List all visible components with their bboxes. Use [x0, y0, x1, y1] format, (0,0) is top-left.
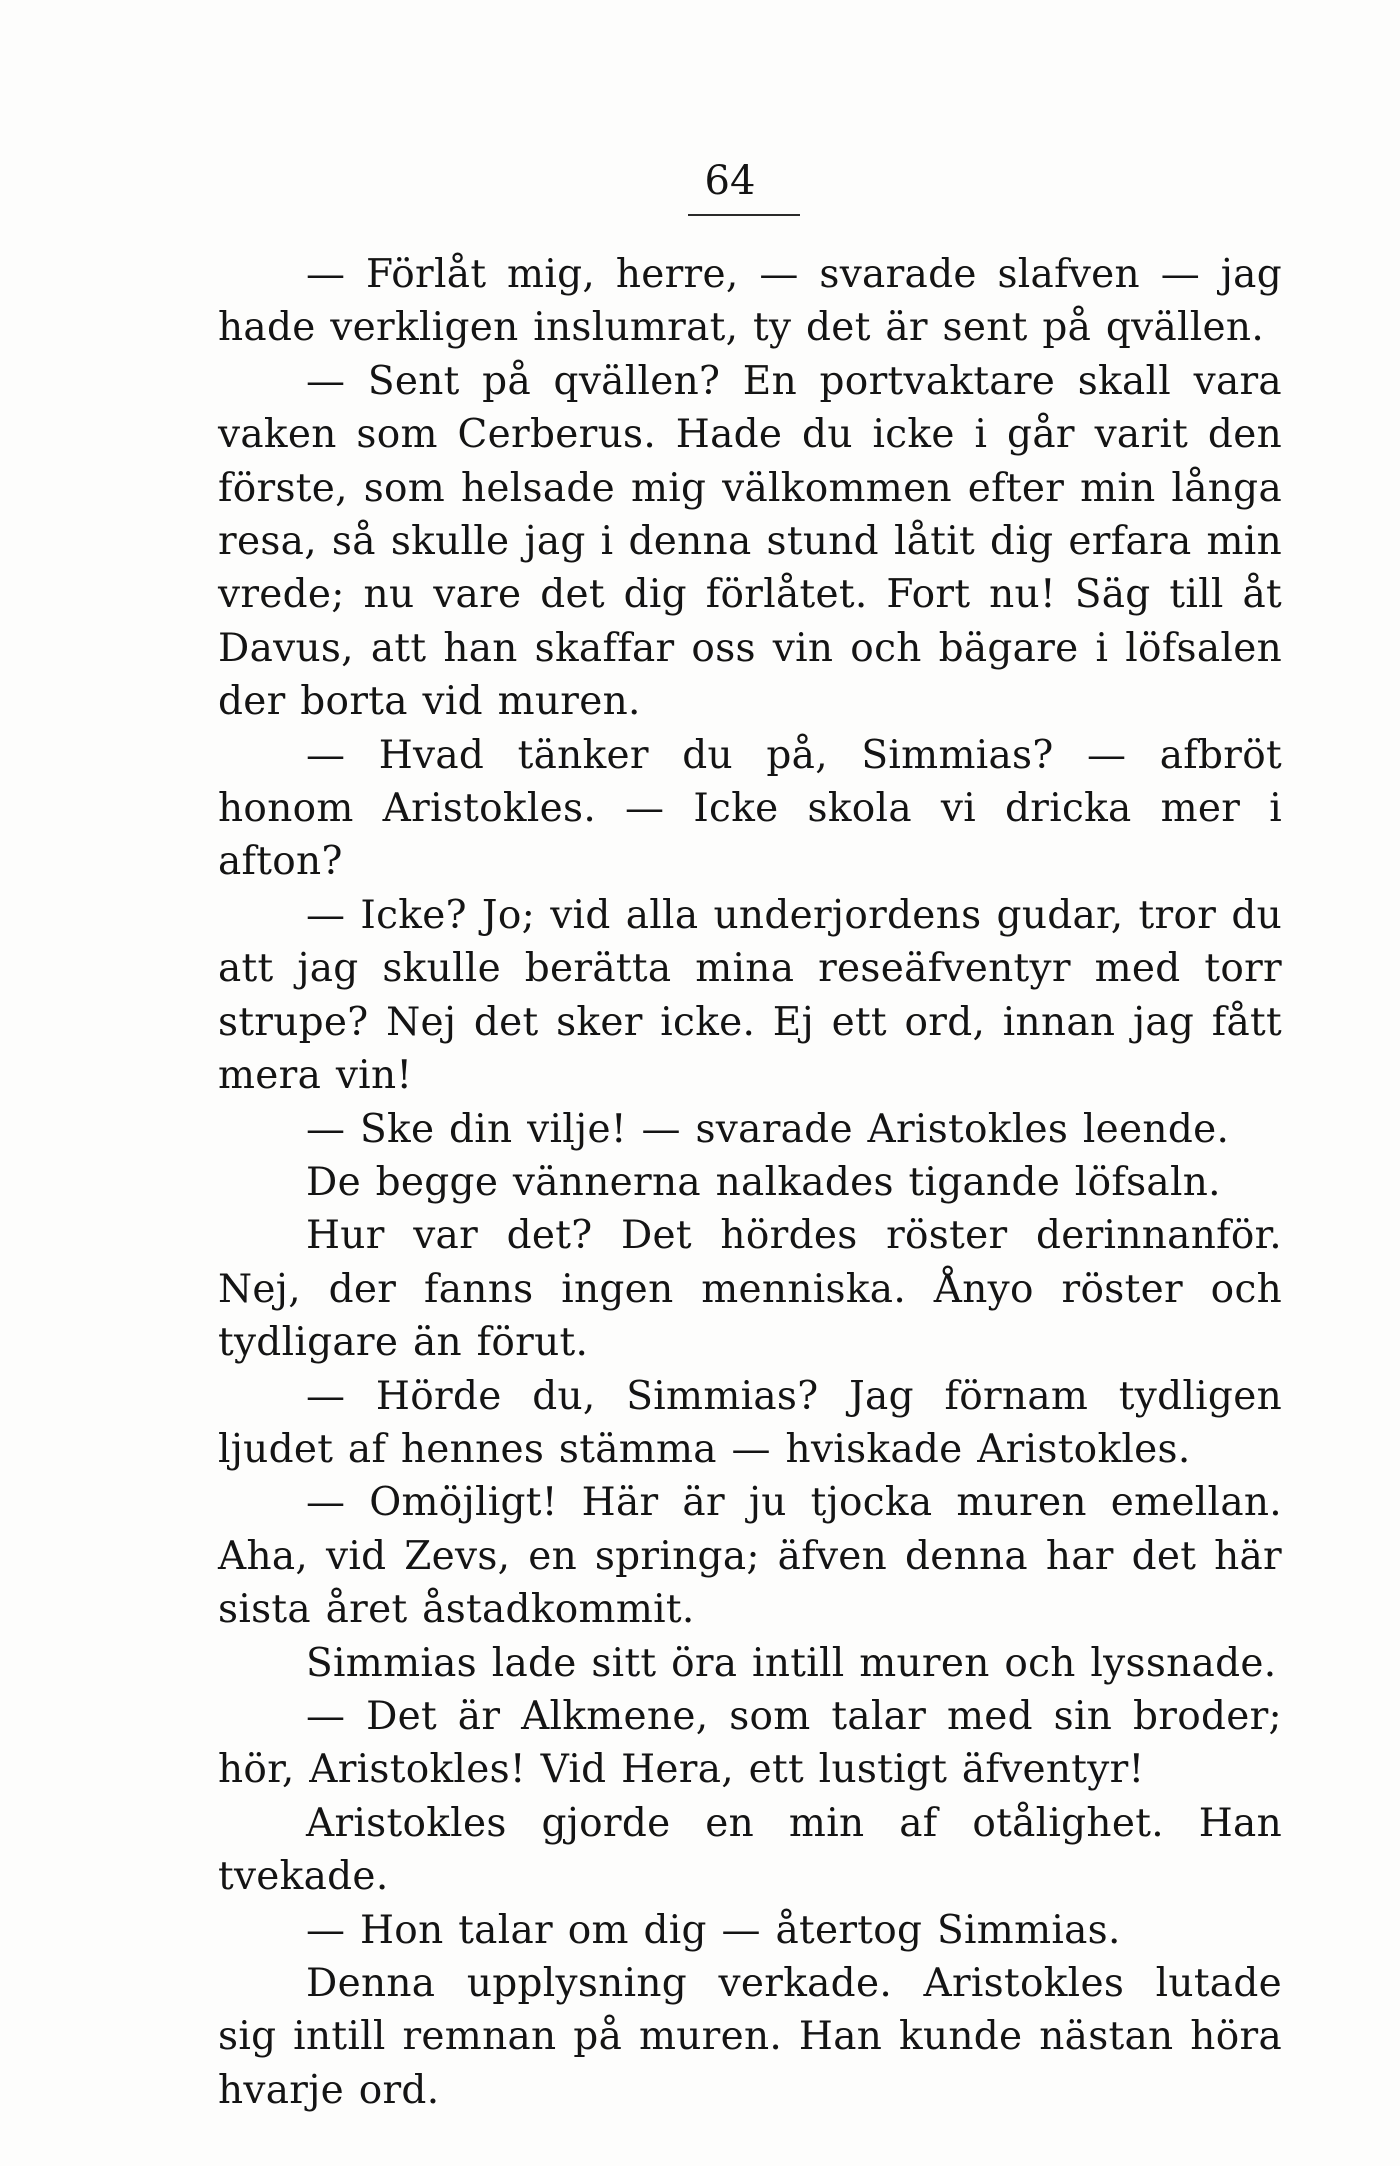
paragraph: — Ske din vilje! — svarade Aristokles leende. [306, 1106, 1230, 1152]
paragraph: — Sent på qvällen? En portvaktare skall vara vaken som Cerberus. Hade du icke i går varit den förste, som helsade mig välkommen efter min långa resa, så skulle jag i denna stund låtit dig erfara min vrede; nu vare det dig förlåtet. Fort nu! Säg till åt Davus, att han skaffar oss vin och bägare i löfsalen der borta vid muren. [218, 358, 1282, 725]
paragraph: — Hon talar om dig — återtog Simmias. [306, 1907, 1121, 1953]
paragraph: Hur var det? Det hördes röster derinnanför. Nej, der fanns ingen menniska. Ånyo röster och tydligare än förut. [218, 1213, 1282, 1366]
body-text [218, 248, 1282, 2117]
paragraph: — Hvad tänker du på, Simmias? — afbröt honom Aristokles. — Icke skola vi dricka mer i afton? [218, 732, 1282, 885]
paragraph: — Det är Alkmene, som talar med sin broder; hör, Aristokles! Vid Hera, ett lustigt äfventyr! [218, 1693, 1282, 1793]
paragraph: Aristokles gjorde en min af otålighet. Han tvekade. [218, 1800, 1282, 1900]
paragraph: — Hörde du, Simmias? Jag förnam tydligen ljudet af hennes stämma — hviskade Aristokles. [218, 1373, 1282, 1472]
paragraph: — Omöjligt! Här är ju tjocka muren emellan. Aha, vid Zevs, en springa; äfven denna har det här sista året åstadkommit. [218, 1480, 1282, 1633]
paragraph: Denna upplysning verkade. Aristokles lutade sig intill remnan på muren. Han kunde nästan höra hvarje ord. [218, 1961, 1282, 2113]
paragraph: — Icke? Jo; vid alla underjordens gudar, tror du att jag skulle berätta mina reseäfventyr med torr strupe? Nej det sker icke. Ej ett ord, innan jag fått mera vin! [218, 892, 1282, 1099]
paragraph: — Förlåt mig, herre, — svarade slafven — jag hade verkligen inslumrat, ty det är sent på qvällen. [218, 252, 1282, 351]
paragraph: De begge vännerna nalkades tigande löfsaln. [306, 1159, 1221, 1205]
page-number-rule [688, 214, 800, 216]
paragraph: Simmias lade sitt öra intill muren och lyssnade. [306, 1640, 1277, 1686]
page-number: 64 [704, 158, 756, 204]
